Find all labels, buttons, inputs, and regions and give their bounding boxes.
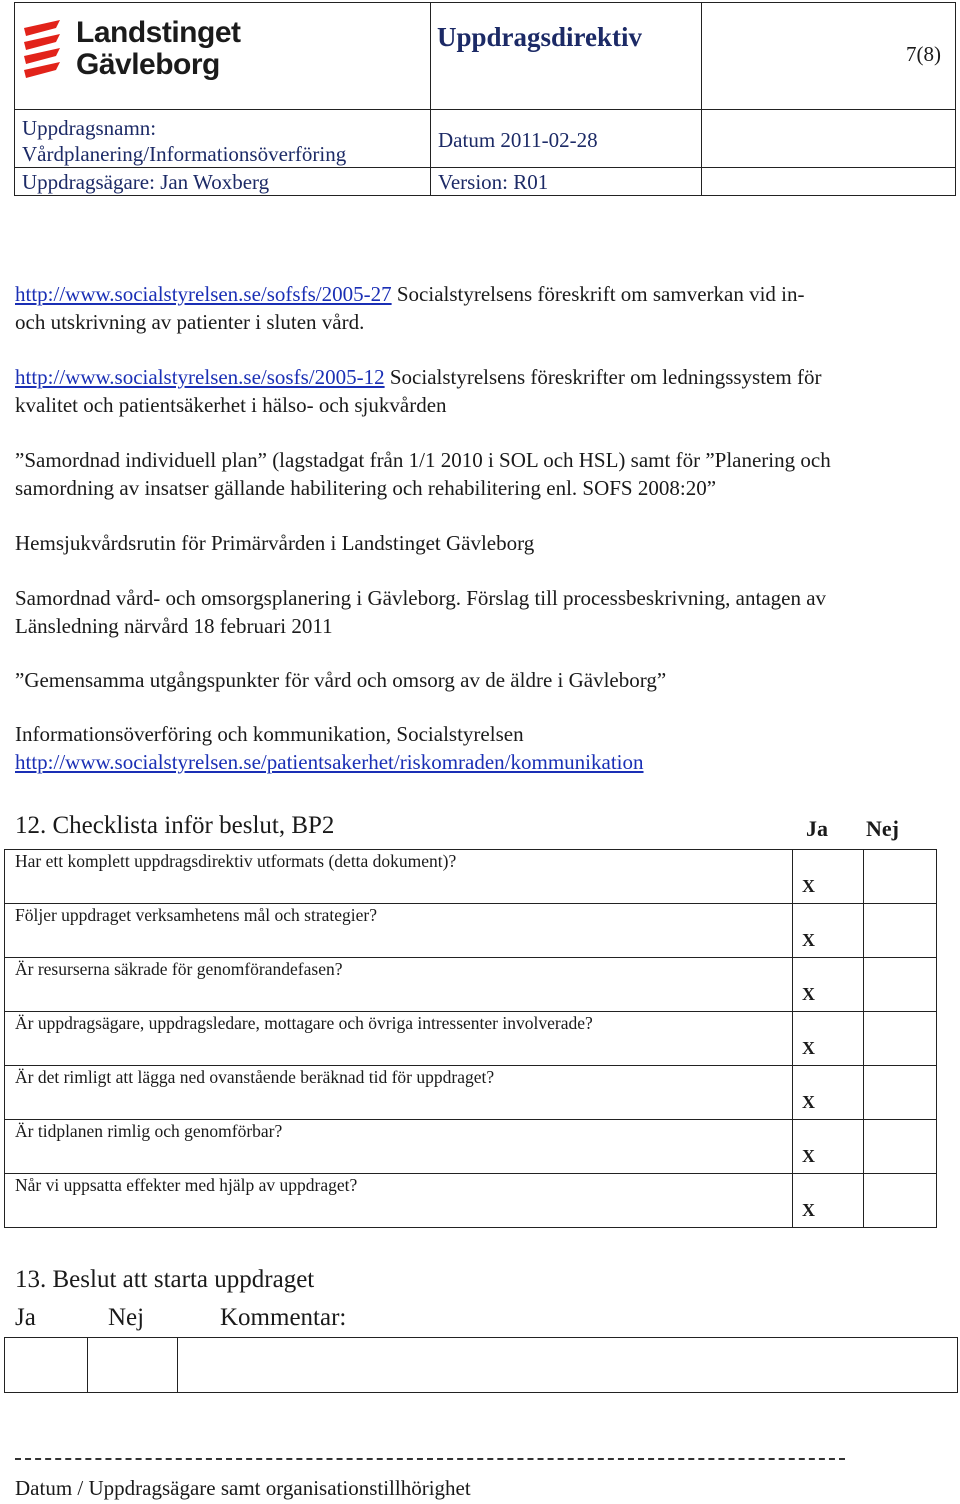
checklist-question: Är resurserna säkrade för genomförandefasen? (15, 959, 343, 979)
signature-label: Datum / Uppdragsägare samt organisationstillhörighet (15, 1476, 471, 1500)
checklist-question: Är tidplanen rimlig och genomförbar? (15, 1121, 283, 1141)
page-number: 7(8) (906, 42, 941, 66)
checklist-question: Har ett komplett uppdragsdirektiv utformats (detta dokument)? (15, 851, 457, 871)
reference-1-link[interactable]: http://www.socialstyrelsen.se/sofsfs/2005-27 (15, 282, 392, 306)
logo-text-line1: Landstinget (76, 16, 241, 49)
header-divider (14, 109, 956, 110)
reference-4: Hemsjukvårdsrutin för Primärvården i Landstinget Gävleborg (15, 531, 535, 555)
checklist-question: Når vi uppsatta effekter med hjälp av uppdraget? (15, 1175, 358, 1195)
reference-2-link[interactable]: http://www.socialstyrelsen.se/sosfs/2005-12 (15, 365, 385, 389)
reference-5-text: Samordnad vård- och omsorgsplanering i Gävleborg. Förslag till processbeskrivning, antagen av (15, 586, 827, 610)
reference-5 (15, 584, 950, 640)
reference-3-text: ”Samordnad individuell plan” (lagstadgat från 1/1 2010 i SOL och HSL) samt för ”Planering och (15, 448, 831, 472)
assignment-label: Uppdragsnamn: (22, 116, 157, 140)
document-version: Version: R01 (438, 170, 549, 194)
document-date: Datum 2011-02-28 (438, 128, 598, 152)
decision-heading: 13. Beslut att starta uppdraget (15, 1266, 315, 1293)
checklist-yes-mark[interactable]: X (802, 1200, 815, 1220)
checklist-question: Följer uppdraget verksamhetens mål och strategier? (15, 905, 378, 925)
header-border-right (955, 2, 956, 196)
reference-6: ”Gemensamma utgångspunkter för vård och omsorg av de äldre i Gävleborg” (15, 668, 667, 692)
logo-mark-icon (22, 18, 62, 88)
reference-1-text: Socialstyrelsens föreskrift om samverkan vid in- (391, 282, 805, 306)
assignment-owner: Uppdragsägare: Jan Woxberg (22, 170, 270, 194)
checklist-question: Är det rimligt att lägga ned ovanstående beräknad tid för uppdraget? (15, 1067, 495, 1087)
decision-comment-field[interactable] (179, 1339, 956, 1391)
decision-col-yes: Ja (15, 1304, 36, 1331)
decision-no-cell[interactable] (89, 1339, 176, 1391)
reference-2 (15, 363, 950, 419)
checklist-col-yes: Ja (806, 816, 828, 841)
decision-col-comment: Kommentar: (220, 1304, 347, 1331)
document-title: Uppdragsdirektiv (437, 22, 643, 52)
logo-text-line2: Gävleborg (76, 48, 220, 81)
reference-3 (15, 446, 950, 502)
header-border-left (14, 2, 15, 196)
checklist-yes-mark[interactable]: X (802, 1146, 815, 1166)
assignment-name: Vårdplanering/Informationsöverföring (22, 142, 347, 166)
header-col-divider (430, 2, 431, 196)
reference-5-text-cont: Länsledning närvård 18 februari 2011 (15, 614, 333, 638)
checklist-question: Är uppdragsägare, uppdragsledare, mottagare och övriga intressenter involverade? (15, 1013, 593, 1033)
checklist-yes-mark[interactable]: X (802, 930, 815, 950)
decision-yes-cell[interactable] (6, 1339, 86, 1391)
checklist-yes-mark[interactable]: X (802, 1038, 815, 1058)
checklist-yes-mark[interactable]: X (802, 1092, 815, 1112)
reference-2-text-cont: kvalitet och patientsäkerhet i hälso- och sjukvården (15, 393, 447, 417)
reference-2-text: Socialstyrelsens föreskrifter om ledningssystem för (384, 365, 822, 389)
reference-7-link[interactable]: http://www.socialstyrelsen.se/patientsakerhet/riskomraden/kommunikation (15, 750, 644, 774)
landstinget-logo (20, 14, 240, 86)
reference-3-text-cont: samordning av insatser gällande habilitering och rehabilitering enl. SOFS 2008:20” (15, 476, 717, 500)
signature-line (15, 1458, 845, 1460)
reference-1-text-cont: och utskrivning av patienter i sluten vård. (15, 310, 365, 334)
reference-1 (15, 280, 950, 336)
header-border-top (14, 2, 956, 3)
checklist-col-no: Nej (866, 816, 899, 841)
decision-col-no: Nej (108, 1304, 145, 1331)
checklist-yes-mark[interactable]: X (802, 984, 815, 1004)
header-col-divider-2 (701, 2, 702, 196)
checklist-yes-mark[interactable]: X (802, 876, 815, 896)
reference-7-text: Informationsöverföring och kommunikation, Socialstyrelsen (15, 722, 524, 746)
checklist-heading: 12. Checklista inför beslut, BP2 (15, 812, 335, 839)
reference-7 (15, 720, 950, 776)
